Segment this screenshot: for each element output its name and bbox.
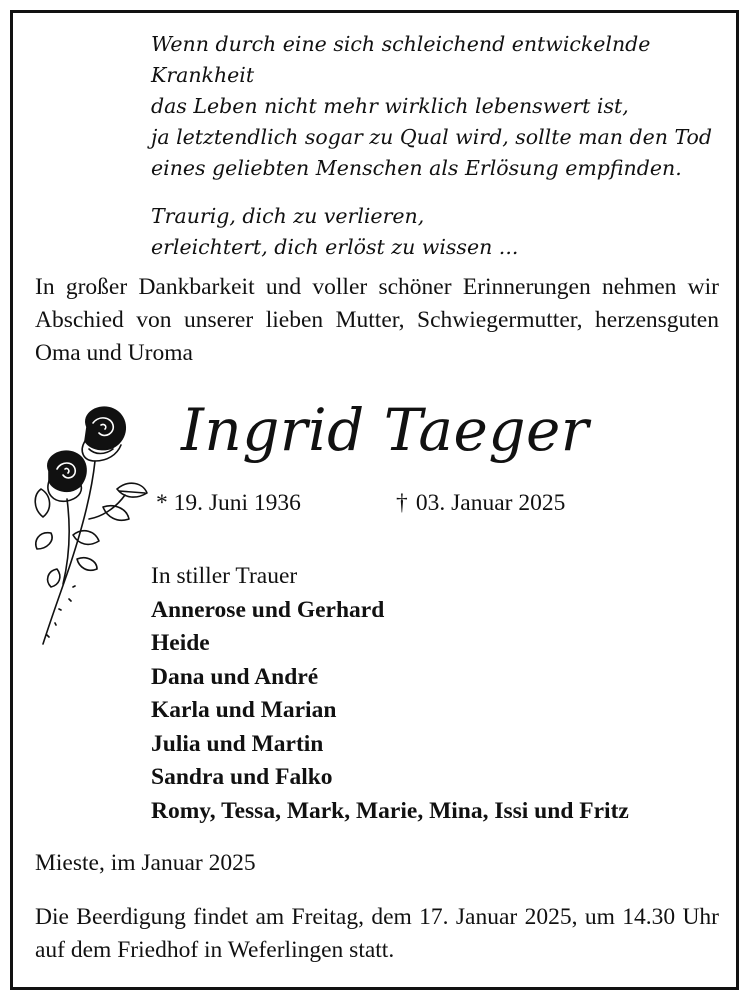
birth-symbol: * xyxy=(156,490,168,516)
poem-line: ja letztendlich sogar zu Qual wird, sollte man den Tod xyxy=(151,125,712,149)
mourners-lead: In stiller Trauer xyxy=(151,563,298,589)
deceased-name: Ingrid Taeger xyxy=(181,396,589,464)
poem-line: Traurig, dich zu verlieren, xyxy=(151,204,425,228)
death-date-value: 03. Januar 2025 xyxy=(415,490,566,516)
mourner-family: Sandra und Falko xyxy=(151,764,333,790)
mourner-family: Julia und Martin xyxy=(151,730,324,757)
mourner-family: Romy, Tessa, Mark, Marie, Mina, Issi und Fritz xyxy=(151,797,629,824)
death-date xyxy=(396,487,565,519)
poem-stanza-2 xyxy=(151,201,731,263)
mourner-family: Karla und Marian xyxy=(151,697,337,723)
mourner-family: Heide xyxy=(151,630,210,656)
mourners-list xyxy=(151,560,731,828)
birth-date xyxy=(156,487,301,519)
obituary-notice xyxy=(10,10,739,990)
mourner-family: Dana und André xyxy=(151,663,319,690)
mourner-family: Annerose und Gerhard xyxy=(151,596,385,623)
poem-stanza-1 xyxy=(151,29,731,184)
rose-icon xyxy=(29,399,149,649)
funeral-info: Die Beerdigung findet am Freitag, dem 17. Januar 2025, um 14.30 Uhr auf dem Friedhof in Weferlingen statt. xyxy=(35,904,719,963)
place-date: Mieste, im Januar 2025 xyxy=(35,850,256,876)
birth-date-value: 19. Juni 1936 xyxy=(173,490,301,516)
intro-text: In großer Dankbarkeit und voller schöner Erinnerungen nehmen wir Abschied von unserer lieben Mutter, Schwiegermutter, herzensguten Oma und Uroma xyxy=(35,274,719,366)
poem-line: eines geliebten Menschen als Erlösung empfinden. xyxy=(151,156,682,180)
death-cross-icon: † xyxy=(396,490,408,516)
poem-line: das Leben nicht mehr wirklich lebenswert ist, xyxy=(151,94,629,118)
poem xyxy=(151,29,731,263)
poem-line: Wenn durch eine sich schleichend entwickelnde Krankheit xyxy=(151,32,651,87)
poem-line: erleichtert, dich erlöst zu wissen ... xyxy=(151,235,519,259)
